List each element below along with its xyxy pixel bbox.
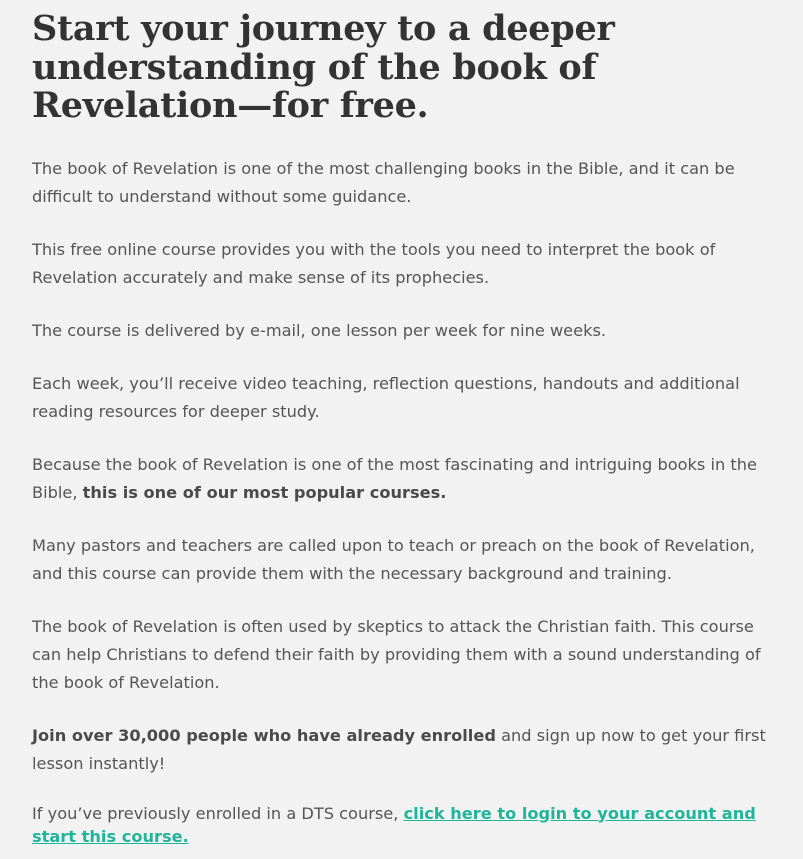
- intro-paragraph-6: Many pastors and teachers are called upon to teach or preach on the book of Revelation, and this course can provide them with the necessary background and training.: [32, 535, 755, 583]
- popular-course-emphasis: this is one of our most popular courses.: [82, 482, 447, 502]
- paragraph-5-text: Because the book of Revelation is one of the most fascinating and intriguing books in the Bible,: [32, 454, 757, 502]
- enroll-callout: [32, 722, 779, 778]
- intro-paragraph-4: Each week, you’ll receive video teaching, reflection questions, handouts and additional reading resources for deeper study.: [32, 373, 740, 421]
- login-link[interactable]: click here to login to your account and start this course.: [32, 803, 756, 846]
- intro-paragraph-3: The course is delivered by e-mail, one lesson per week for nine weeks.: [32, 320, 607, 340]
- intro-paragraph-2: This free online course provides you with the tools you need to interpret the book of Revelation accurately and make sense of its prophecies.: [32, 239, 716, 287]
- signup-text: and sign up now to get your first lesson instantly!: [32, 725, 766, 773]
- intro-paragraph-5: [32, 451, 779, 507]
- enrolled-count-emphasis: Join over 30,000 people who have already enrolled: [32, 725, 496, 745]
- login-prompt: [32, 802, 779, 848]
- course-intro: [0, 10, 803, 848]
- intro-paragraph-7: The book of Revelation is often used by skeptics to attack the Christian faith. This course can help Christians to defend their faith by providing them with a sound understanding of the book of Revelation.: [32, 616, 761, 692]
- intro-paragraph-1: The book of Revelation is one of the most challenging books in the Bible, and it can be difficult to understand without some guidance.: [32, 158, 735, 206]
- login-prefix: If you’ve previously enrolled in a DTS course,: [32, 803, 404, 823]
- page-headline: Start your journey to a deeper understanding of the book of Revelation—for free.: [32, 8, 615, 126]
